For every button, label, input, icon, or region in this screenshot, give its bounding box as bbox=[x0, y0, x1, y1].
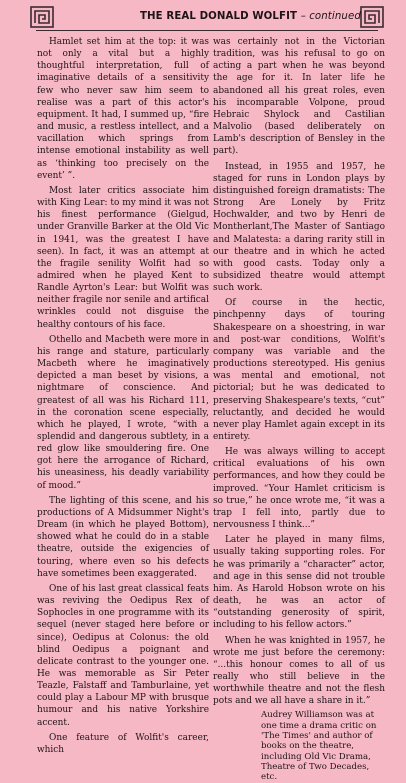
paragraph: Most later critics associate him with King Lear: to my mind it was not his finest performance (Gielgud, under Granville Barker at the Old Vic in 1941, was the greatest I have seen). In fact, it was an attempt at the fragile senility Wolfit had so admired when he played Kent to Randle Ayrton's Lear: but Wolfit was neither fragile nor senile and artifical wrinkles could not disguise the healthy contours of his face. bbox=[37, 185, 209, 330]
paragraph: When he was knighted in 1957, he wrote me just before the ceremony: “...this honour comes to all of us really who still believe in the worthwhile theatre and not the flesh pots and we all have a share in it.” bbox=[213, 635, 385, 707]
paragraph: Later he played in many films, usually taking supporting roles. For he was primarily a “character” actor, and age in this sense did not trouble him. As Harold Hobson wrote on his death, he was an actor of “outstanding generosity of spirit, including to his fellow actors.” bbox=[213, 535, 385, 631]
paragraph: One feature of Wolfit's career, which bbox=[37, 732, 209, 755]
paragraph: Of course in the hectic, pinchpenny days of touring Shakespeare on a shoestring, in war and post-war conditions, Wolfit's company was variable and the productions stereotyped. His genius was mental and emotional, not pictorial; but he was dedicated to preserving Shakespeare's texts, “cut” reluctantly, and decided he would never play Hamlet again except in its entirety. bbox=[213, 298, 385, 442]
article-title: THE REAL DONALD WOLFIT bbox=[140, 11, 298, 22]
running-header bbox=[140, 11, 380, 22]
continued-label: – continued bbox=[300, 11, 361, 22]
header-rule bbox=[36, 30, 378, 31]
right-column bbox=[213, 36, 385, 783]
paragraph: The lighting of this scene, and his productions of A Midsummer Night's Dream (in which he played Bottom), showed what he could do in a stable theatre, outside the exigencies of touring, where even so his defects have sometimes been exaggerated. bbox=[37, 495, 209, 579]
paragraph: He was always willing to accept critical evaluations of his own performances, and how they could be improved. “Your Hamlet criticism is so true,” he once wrote me, “it was a trap I fell into, partly due to nervousness I think...” bbox=[213, 447, 385, 531]
author-byline: Audrey Williamson was at one time a drama critic on 'The Times' and author of books on the theatre, including Old Vic Drama, Theatre of Two Decades, etc. bbox=[261, 710, 377, 783]
paragraph: Instead, in 1955 and 1957, he staged for runs in London plays by distinguished foreign dramatists: The Strong Are Lonely by Fritz Hochwalder, and two by Henri de Montherlant,The Master of Santiago and Malatesta: a daring rarity still in our theatre and in which he acted with good casts. Today only a subsidized theatre would attempt such work. bbox=[213, 161, 385, 294]
greek-key-ornament-icon bbox=[30, 6, 56, 28]
left-column bbox=[37, 36, 209, 759]
paragraph: Hamlet set him at the top: it was not only a vital but a highly thoughtful interpretation, full of imaginative details of a sensitivity few who never saw him seem to realise was a part of this actor's equipment. It had, I summed up, “fire and music, a restless intellect, and a vacillation which springs from intense emotional instability as well as ‘thinking too precisely on the event’ ”. bbox=[37, 37, 209, 181]
paragraph: Othello and Macbeth were more in his range and stature, particularly Macbeth where he imaginatively depicted a man beset by visions, a nightmare of conscience. And greatest of all was his Richard 111, in the coronation scene especially, which he played, I wrote, “with a splendid and dangerous subtlety, in a red glow like smouldering fire. One got here the arrogance of Richard, his uneasiness, his deadly variability of mood.” bbox=[37, 334, 209, 491]
paragraph: was certainly not in the Victorian tradition, was his refusal to go on acting a part when he was beyond the age for it. In later life he abandoned all his great roles, even his incomparable Volpone, proud Hebraic Shylock and Castilian Malvolio (based deliberately on Lamb's description of Bensley in the part). bbox=[213, 37, 385, 157]
paragraph: One of his last great classical feats was reviving the Oedipus Rex of Sophocles in one programme with its sequel (never staged here before or since), Oedipus at Colonus: the old blind Oedipus a poignant and delicate contrast to the younger one. He was memorable as Sir Peter Teazle, Falstaff and Tamburlaine, yet could play a Labour MP with brusque humour and his native Yorkshire accent. bbox=[37, 583, 209, 728]
